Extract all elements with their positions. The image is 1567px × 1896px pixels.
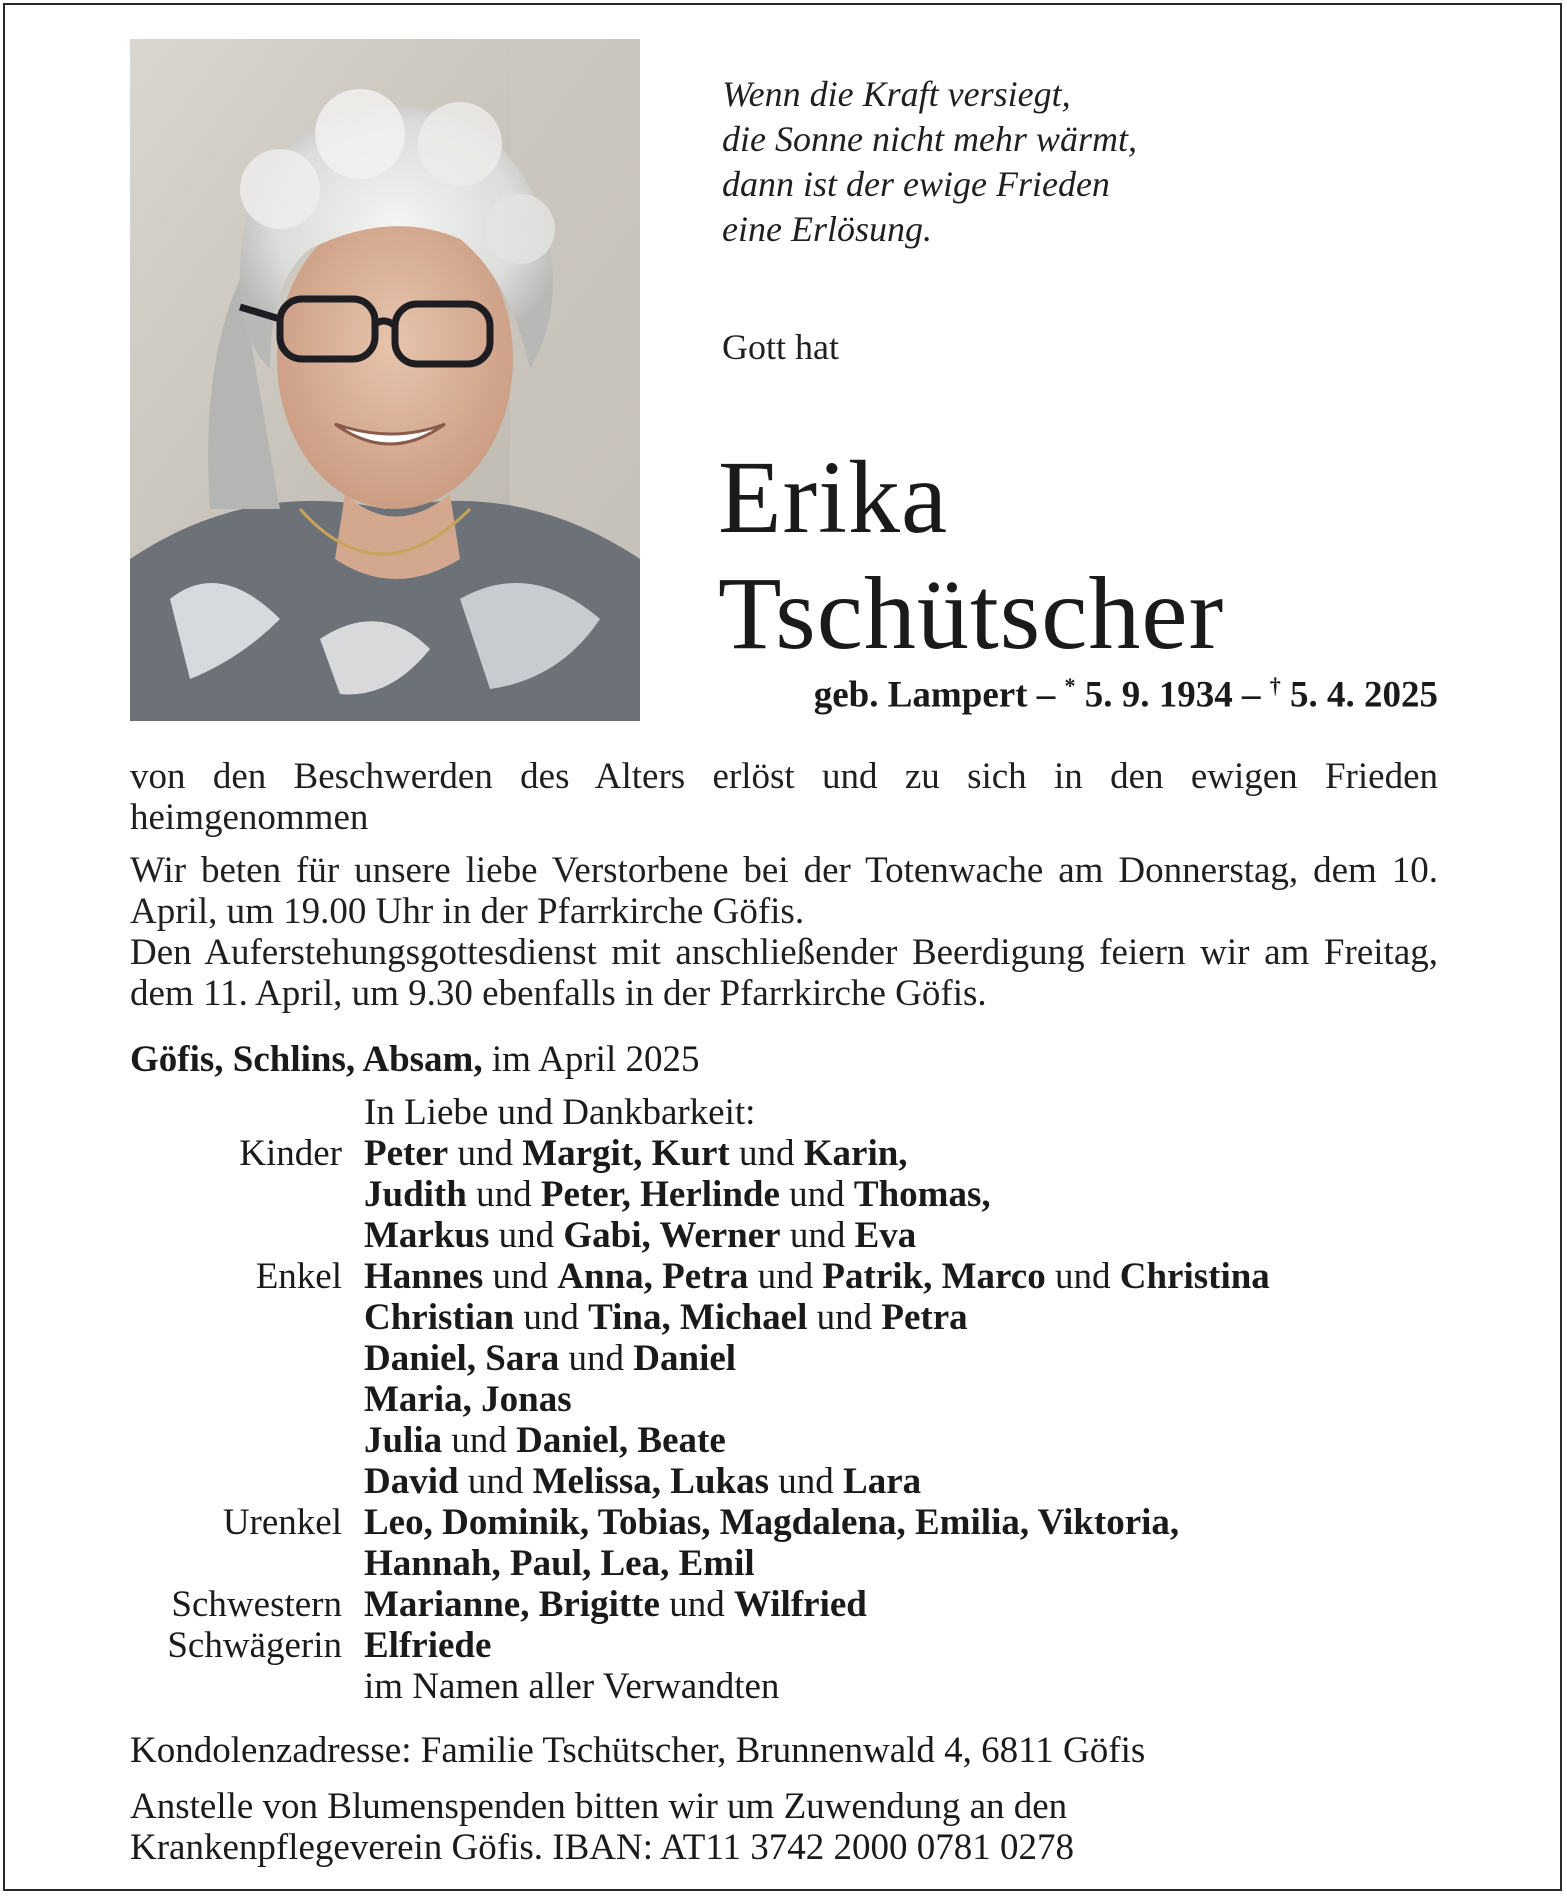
paragraph-wake: Wir beten für unsere liebe Verstorbene bei der Totenwache am Donnerstag, dem 10. April, um 19.00 Uhr in der Pfarrkirche Göfis. bbox=[130, 850, 1438, 932]
month-year: im April 2025 bbox=[491, 1039, 700, 1080]
family-row bbox=[130, 1133, 1450, 1174]
family-row bbox=[130, 1625, 1450, 1666]
relative-names bbox=[364, 1215, 916, 1256]
relation-label bbox=[130, 1666, 364, 1707]
poem-line: eine Erlösung. bbox=[722, 209, 932, 249]
relative-name: Tina, Michael bbox=[588, 1297, 808, 1338]
family-heading-row bbox=[130, 1092, 1450, 1133]
family-row bbox=[130, 1543, 1450, 1584]
family-list bbox=[130, 1092, 1450, 1707]
relative-name: Hannes bbox=[364, 1256, 484, 1297]
connector-text: und bbox=[780, 1215, 855, 1256]
connector-text: und bbox=[514, 1297, 589, 1338]
first-name: Erika bbox=[718, 440, 949, 555]
last-name: Tschütscher bbox=[718, 556, 1225, 671]
towns: Göfis, Schlins, Absam, bbox=[130, 1039, 483, 1080]
relation-label: Kinder bbox=[239, 1133, 342, 1174]
relation-label bbox=[130, 1338, 364, 1379]
connector-text: und bbox=[748, 1256, 823, 1297]
relation-label bbox=[130, 1174, 364, 1215]
relative-name: Anna, Petra bbox=[557, 1256, 749, 1297]
connector-text: und bbox=[458, 1461, 533, 1502]
connector-text: und bbox=[729, 1133, 804, 1174]
relative-names bbox=[364, 1543, 755, 1584]
connector-text: und bbox=[779, 1174, 854, 1215]
poem-line: die Sonne nicht mehr wärmt, bbox=[722, 119, 1137, 159]
death-date: 5. 4. 2025 bbox=[1290, 674, 1438, 716]
relative-names bbox=[364, 1379, 572, 1420]
place-date-line bbox=[130, 1038, 700, 1081]
relative-name: Eva bbox=[854, 1215, 917, 1256]
relation-label: Schwägerin bbox=[167, 1625, 342, 1666]
family-row bbox=[130, 1338, 1450, 1379]
relative-name: Karin, bbox=[803, 1133, 908, 1174]
relative-names bbox=[364, 1133, 908, 1174]
paragraph-release: von den Beschwerden des Alters erlöst und zu sich in den ewigen Frieden heimgenommen bbox=[130, 756, 1438, 838]
relative-name: Christina bbox=[1119, 1256, 1270, 1297]
family-row bbox=[130, 1420, 1450, 1461]
relative-name: Patrik, Marco bbox=[822, 1256, 1046, 1297]
relative-name: Leo, Dominik, Tobias, Magdalena, Emilia, Viktoria, bbox=[364, 1502, 1180, 1543]
intro-text: Gott hat bbox=[722, 327, 839, 367]
relative-names bbox=[364, 1584, 867, 1625]
relative-names bbox=[364, 1420, 726, 1461]
relative-name: Petra bbox=[881, 1297, 968, 1338]
connector-text: im Namen aller Verwandten bbox=[364, 1666, 780, 1707]
birth-date: 5. 9. 1934 bbox=[1084, 674, 1233, 716]
relative-names bbox=[364, 1338, 736, 1379]
relative-name: Julia bbox=[364, 1420, 443, 1461]
relation-label bbox=[130, 1215, 364, 1256]
connector-text: und bbox=[448, 1133, 523, 1174]
family-row bbox=[130, 1215, 1450, 1256]
portrait-photo bbox=[130, 39, 640, 721]
family-heading: In Liebe und Dankbarkeit: bbox=[364, 1092, 756, 1133]
relation-label bbox=[130, 1420, 364, 1461]
donation-line-2: Krankenpflegeverein Göfis. IBAN: AT11 3742 2000 0781 0278 bbox=[130, 1827, 1075, 1868]
relative-names bbox=[364, 1625, 491, 1666]
relative-name: Lara bbox=[843, 1461, 922, 1502]
relative-name: Judith bbox=[364, 1174, 467, 1215]
connector-text: und bbox=[659, 1584, 734, 1625]
relative-names bbox=[364, 1502, 1179, 1543]
relation-label: Urenkel bbox=[222, 1502, 342, 1543]
relative-name: Wilfried bbox=[733, 1584, 867, 1625]
connector-text: und bbox=[489, 1215, 564, 1256]
connector-text: und bbox=[466, 1174, 541, 1215]
connector-text: und bbox=[559, 1338, 634, 1379]
connector-text: und bbox=[442, 1420, 517, 1461]
relative-name: Peter bbox=[364, 1133, 449, 1174]
family-row bbox=[130, 1666, 1450, 1707]
relative-name: Hannah, Paul, Lea, Emil bbox=[364, 1543, 755, 1584]
relative-names bbox=[364, 1297, 968, 1338]
poem bbox=[722, 72, 1137, 252]
family-row bbox=[130, 1256, 1450, 1297]
relative-names bbox=[364, 1666, 779, 1707]
family-row bbox=[130, 1502, 1450, 1543]
connector-text: und bbox=[769, 1461, 844, 1502]
relative-name: Christian bbox=[364, 1297, 515, 1338]
poem-line: Wenn die Kraft versiegt, bbox=[722, 74, 1071, 114]
connector-text: und bbox=[1045, 1256, 1120, 1297]
relative-name: Markus bbox=[364, 1215, 490, 1256]
donation-line-1: Anstelle von Blumenspenden bitten wir um Zuwendung an den bbox=[130, 1786, 1068, 1827]
relative-name: Peter, Herlinde bbox=[540, 1174, 780, 1215]
relative-name: Elfriede bbox=[364, 1625, 492, 1666]
relation-label bbox=[130, 1461, 364, 1502]
relation-label: Enkel bbox=[255, 1256, 342, 1297]
relation-label bbox=[130, 1543, 364, 1584]
condolence-address: Kondolenzadresse: Familie Tschütscher, Brunnenwald 4, 6811 Göfis bbox=[130, 1730, 1146, 1771]
relation-label bbox=[130, 1379, 364, 1420]
relation-label bbox=[130, 1297, 364, 1338]
family-row bbox=[130, 1584, 1450, 1625]
connector-text: und bbox=[807, 1297, 882, 1338]
relative-name: Daniel bbox=[633, 1338, 737, 1379]
relative-names bbox=[364, 1174, 991, 1215]
relative-name: Gabi, Werner bbox=[563, 1215, 781, 1256]
family-row bbox=[130, 1461, 1450, 1502]
relation-label: Schwestern bbox=[171, 1584, 342, 1625]
connector-text: und bbox=[483, 1256, 558, 1297]
deceased-name bbox=[718, 440, 1224, 672]
relative-name: Daniel, Sara bbox=[364, 1338, 560, 1379]
relative-name: David bbox=[364, 1461, 459, 1502]
paragraph-funeral: Den Auferstehungsgottesdienst mit anschließender Beerdigung feiern wir am Freitag, dem 11. April, um 9.30 ebenfalls in der Pfarrkirche Göfis. bbox=[130, 932, 1438, 1014]
relative-names bbox=[364, 1256, 1270, 1297]
relative-name: Margit, Kurt bbox=[522, 1133, 730, 1174]
life-dates: geb. Lampert – * 5. 9. 1934 – † 5. 4. 2025 bbox=[813, 673, 1438, 716]
relative-name: Maria, Jonas bbox=[364, 1379, 572, 1420]
family-row bbox=[130, 1379, 1450, 1420]
relative-names bbox=[364, 1461, 921, 1502]
relative-name: Daniel, Beate bbox=[516, 1420, 726, 1461]
family-row bbox=[130, 1297, 1450, 1338]
family-row bbox=[130, 1174, 1450, 1215]
poem-line: dann ist der ewige Frieden bbox=[722, 164, 1110, 204]
relative-name: Marianne, Brigitte bbox=[364, 1584, 660, 1625]
birth-name: geb. Lampert bbox=[813, 674, 1028, 716]
relative-name: Melissa, Lukas bbox=[532, 1461, 770, 1502]
relative-name: Thomas, bbox=[853, 1174, 991, 1215]
